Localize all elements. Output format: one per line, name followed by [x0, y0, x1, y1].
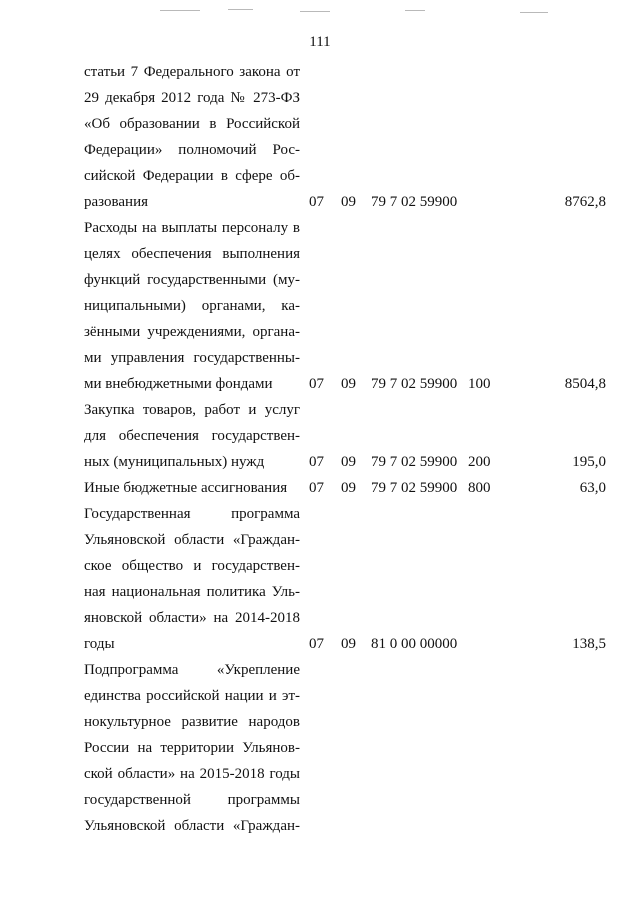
description-line: Иные бюджетные ассигнования — [84, 480, 288, 496]
subsection-code: 09 — [341, 454, 356, 470]
description-line: Ульяновской области «Граждан- — [84, 818, 300, 834]
amount-value: 63,0 — [579, 480, 606, 496]
scan-speck — [160, 10, 200, 11]
target-article-code: 79 7 02 59900 — [371, 194, 458, 210]
subsection-code: 09 — [341, 194, 356, 210]
amount-value: 8504,8 — [564, 376, 606, 392]
row-description — [84, 657, 300, 839]
section-code: 07 — [309, 480, 324, 496]
description-line: России на территории Ульянов- — [84, 740, 300, 756]
subsection-code: 09 — [341, 636, 356, 652]
table-row — [0, 501, 640, 657]
description-line: зёнными учреждениями, органа- — [84, 324, 300, 340]
table-row — [0, 475, 640, 501]
section-code: 07 — [309, 636, 324, 652]
description-line: яновской области» на 2014-2018 — [84, 610, 300, 626]
description-line: сийской Федерации в сфере об- — [84, 168, 300, 184]
target-article-code: 79 7 02 59900 — [371, 454, 458, 470]
description-line: «Об образовании в Российской — [84, 116, 300, 132]
description-line: статьи 7 Федерального закона от — [84, 64, 300, 80]
description-line: ниципальными) органами, ка- — [84, 298, 300, 314]
table-row — [0, 59, 640, 215]
description-line: ской области» на 2015-2018 годы — [84, 766, 300, 782]
amount-value: 138,5 — [572, 636, 606, 652]
description-line: Подпрограмма «Укрепление — [84, 662, 300, 678]
description-line: ми внебюджетными фондами — [84, 376, 273, 392]
description-line: Федерации» полномочий Рос- — [84, 142, 300, 158]
expense-type-code: 200 — [468, 454, 491, 470]
description-line: годы — [84, 636, 115, 652]
table-row — [0, 215, 640, 397]
description-line: целях обеспечения выполнения — [84, 246, 300, 262]
amount-value: 195,0 — [572, 454, 606, 470]
description-line: ных (муниципальных) нужд — [84, 454, 265, 470]
row-description — [84, 59, 300, 215]
scan-speck — [300, 11, 330, 12]
amount-value: 8762,8 — [564, 194, 606, 210]
table-row — [0, 657, 640, 839]
description-line: Расходы на выплаты персоналу в — [84, 220, 300, 236]
expense-type-code: 100 — [468, 376, 491, 392]
subsection-code: 09 — [341, 480, 356, 496]
description-line: единства российской нации и эт- — [84, 688, 300, 704]
description-line: функций государственными (му- — [84, 272, 300, 288]
expense-type-code: 800 — [468, 480, 491, 496]
description-line: Закупка товаров, работ и услуг — [84, 402, 300, 418]
description-line: Государственная программа — [84, 506, 300, 522]
target-article-code: 79 7 02 59900 — [371, 376, 458, 392]
page-number: 111 — [309, 34, 331, 50]
section-code: 07 — [309, 194, 324, 210]
table-row — [0, 397, 640, 475]
description-line: разования — [84, 194, 148, 210]
row-description — [84, 215, 300, 397]
description-line: ная национальная политика Уль- — [84, 584, 300, 600]
budget-table — [0, 59, 640, 839]
description-line: нокультурное развитие народов — [84, 714, 300, 730]
description-line: ми управления государственны- — [84, 350, 300, 366]
subsection-code: 09 — [341, 376, 356, 392]
scan-speck — [520, 12, 548, 13]
section-code: 07 — [309, 376, 324, 392]
row-description — [84, 475, 300, 501]
description-line: для обеспечения государствен- — [84, 428, 300, 444]
description-line: 29 декабря 2012 года № 273-ФЗ — [84, 90, 300, 106]
row-description — [84, 501, 300, 657]
target-article-code: 79 7 02 59900 — [371, 480, 458, 496]
scan-speck — [405, 10, 425, 11]
row-description — [84, 397, 300, 475]
description-line: государственной программы — [84, 792, 300, 808]
description-line: ское общество и государствен- — [84, 558, 300, 574]
target-article-code: 81 0 00 00000 — [371, 636, 458, 652]
scan-speck — [228, 9, 253, 10]
description-line: Ульяновской области «Граждан- — [84, 532, 300, 548]
section-code: 07 — [309, 454, 324, 470]
